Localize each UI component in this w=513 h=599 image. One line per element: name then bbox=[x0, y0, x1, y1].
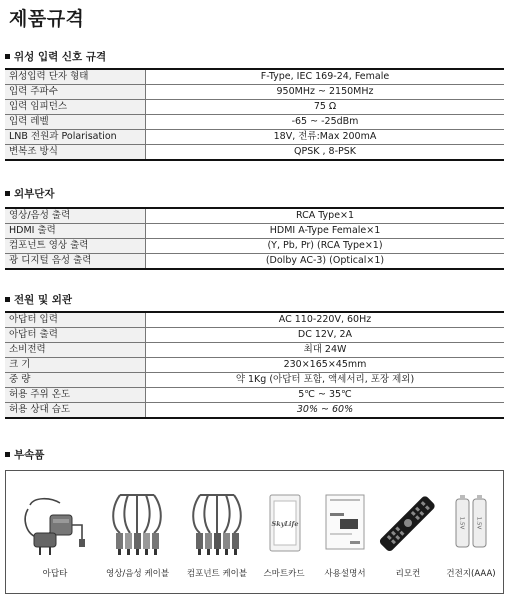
accessory-label: 건전지(AAA) bbox=[446, 569, 496, 579]
spec-value: 75 Ω bbox=[146, 100, 505, 115]
spec-value: (Y, Pb, Pr) (RCA Type×1) bbox=[146, 239, 505, 254]
table-row bbox=[5, 145, 504, 161]
table-row bbox=[5, 85, 504, 100]
spec-value: 18V, 전류:Max 200mA bbox=[146, 130, 505, 145]
accessory-adapter bbox=[20, 471, 90, 595]
table-row bbox=[5, 373, 504, 388]
spec-label: 입력 레벨 bbox=[5, 115, 146, 130]
spec-value: F-Type, IEC 169-24, Female bbox=[146, 69, 505, 85]
bullet-square-icon bbox=[5, 191, 10, 196]
remote-control-icon bbox=[376, 489, 440, 565]
section-heading-external-ports: 외부단자 bbox=[5, 187, 55, 201]
page-title: 제품규격 bbox=[9, 8, 85, 30]
power-adapter-icon bbox=[20, 489, 90, 563]
spec-table-external-ports bbox=[5, 207, 504, 270]
spec-value: -65 ~ -25dBm bbox=[146, 115, 505, 130]
accessories-panel bbox=[5, 470, 504, 594]
table-row bbox=[5, 312, 504, 328]
accessory-label: 리모컨 bbox=[395, 569, 421, 579]
table-row bbox=[5, 343, 504, 358]
battery-text: 1.5V bbox=[458, 516, 465, 530]
battery-text: 1.5V bbox=[475, 516, 482, 530]
spec-value: 230×165×45mm bbox=[146, 358, 505, 373]
spec-label: HDMI 출력 bbox=[5, 224, 146, 239]
table-row bbox=[5, 388, 504, 403]
table-row bbox=[5, 358, 504, 373]
bullet-square-icon bbox=[5, 297, 10, 302]
smartcard-text: SkyLife bbox=[271, 520, 299, 528]
spec-value: AC 110-220V, 60Hz bbox=[146, 312, 505, 328]
table-row bbox=[5, 328, 504, 343]
component-cable-icon bbox=[186, 489, 248, 565]
spec-label: 허용 상대 습도 bbox=[5, 403, 146, 419]
bullet-square-icon bbox=[5, 54, 10, 59]
spec-label: 허용 주위 온도 bbox=[5, 388, 146, 403]
accessory-label: 컴포넌트 케이블 bbox=[186, 569, 248, 579]
table-row bbox=[5, 115, 504, 130]
spec-value: 약 1Kg (아답터 포함, 액세서리, 포장 제외) bbox=[146, 373, 505, 388]
spec-label: 아답터 출력 bbox=[5, 328, 146, 343]
spec-label: 위성입력 단자 형태 bbox=[5, 69, 146, 85]
spec-value: DC 12V, 2A bbox=[146, 328, 505, 343]
table-row bbox=[5, 224, 504, 239]
spec-label: 컴포넌트 영상 출력 bbox=[5, 239, 146, 254]
section-heading-satellite: 위성 입력 신호 규격 bbox=[5, 50, 106, 64]
spec-label: 소비전력 bbox=[5, 343, 146, 358]
smartcard-icon bbox=[254, 489, 314, 565]
table-row bbox=[5, 239, 504, 254]
spec-value: 30% ~ 60% bbox=[296, 404, 354, 415]
accessory-component-cable bbox=[186, 471, 248, 595]
spec-value: 최대 24W bbox=[146, 343, 505, 358]
accessory-label: 사용설명서 bbox=[324, 569, 366, 579]
spec-value: RCA Type×1 bbox=[146, 208, 505, 224]
spec-label: 크 기 bbox=[5, 358, 146, 373]
accessory-batteries bbox=[442, 471, 500, 595]
table-row bbox=[5, 69, 504, 85]
spec-value: HDMI A-Type Female×1 bbox=[146, 224, 505, 239]
table-row bbox=[5, 208, 504, 224]
table-row bbox=[5, 254, 504, 270]
spec-value: 950MHz ~ 2150MHz bbox=[146, 85, 505, 100]
spec-value: 5℃ ~ 35℃ bbox=[146, 388, 505, 403]
spec-label: LNB 전원과 Polarisation bbox=[5, 130, 146, 145]
spec-label: 영상/음성 출력 bbox=[5, 208, 146, 224]
av-cable-icon bbox=[106, 489, 168, 565]
section-heading-accessories: 부속품 bbox=[5, 448, 44, 462]
spec-value: (Dolby AC-3) (Optical×1) bbox=[265, 255, 385, 266]
accessory-remote bbox=[376, 471, 440, 595]
accessory-smartcard bbox=[254, 471, 314, 595]
spec-value: QPSK , 8-PSK bbox=[294, 146, 356, 157]
table-row bbox=[5, 403, 504, 419]
spec-label: 입력 임피던스 bbox=[5, 100, 146, 115]
spec-table-power bbox=[5, 311, 504, 419]
spec-label: 중 량 bbox=[5, 373, 146, 388]
spec-table-satellite bbox=[5, 68, 504, 161]
spec-label: 아답터 입력 bbox=[5, 312, 146, 328]
spec-label: 광 디지털 음성 출력 bbox=[5, 254, 146, 270]
section-heading-power: 전원 및 외관 bbox=[5, 293, 72, 307]
accessory-manual bbox=[314, 471, 376, 595]
bullet-square-icon bbox=[5, 452, 10, 457]
accessory-av-cable bbox=[106, 471, 168, 595]
table-row bbox=[5, 130, 504, 145]
table-row bbox=[5, 100, 504, 115]
battery-icon bbox=[442, 489, 500, 565]
accessory-label: 영상/음성 케이블 bbox=[106, 569, 170, 579]
spec-label: 변복조 방식 bbox=[5, 145, 146, 161]
accessory-label: 스마트카드 bbox=[263, 569, 305, 579]
manual-icon bbox=[314, 489, 376, 565]
accessory-label: 아답타 bbox=[42, 569, 68, 579]
spec-label: 입력 주파수 bbox=[5, 85, 146, 100]
